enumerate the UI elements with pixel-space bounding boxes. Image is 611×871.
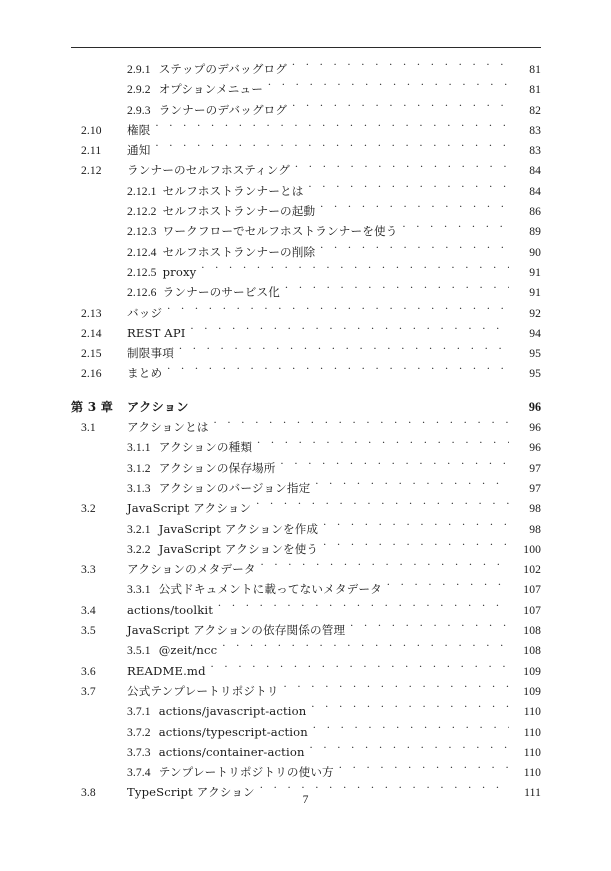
toc-entry-title: セルフホストランナーの削除 xyxy=(162,244,316,259)
toc-entry-title: proxy xyxy=(162,264,197,279)
toc-entry[interactable] xyxy=(71,221,541,241)
toc-entry-title: actions/typescript-action xyxy=(158,724,308,739)
toc-entry-page-number: 109 xyxy=(523,684,541,698)
toc-entry-title: テンプレートリポジトリの使い方 xyxy=(158,765,334,780)
toc-entry-title: actions/toolkit xyxy=(127,602,214,617)
toc-entry[interactable] xyxy=(71,579,541,599)
toc-entry-page-number: 91 xyxy=(529,286,541,300)
toc-entry-number: 3.7.2 xyxy=(127,725,151,739)
toc-entry-page-number: 83 xyxy=(529,144,541,158)
chapter-page-number: 96 xyxy=(528,399,541,414)
toc-entry[interactable] xyxy=(71,762,541,782)
toc-dot-leader xyxy=(387,582,509,594)
chapter-heading-row[interactable] xyxy=(71,397,541,417)
toc-entry[interactable] xyxy=(71,140,541,160)
toc-entry-number: 3.8 xyxy=(81,786,96,800)
toc-entry-page-number: 102 xyxy=(523,563,541,577)
toc-entry-title: バッジ xyxy=(127,305,163,320)
toc-entry-page-number: 81 xyxy=(529,63,541,76)
toc-entry-number: 3.7.3 xyxy=(127,745,151,759)
toc-entry-page-number: 108 xyxy=(523,644,541,658)
toc-entry-title: JavaScript アクションを使う xyxy=(158,541,319,556)
toc-entry[interactable] xyxy=(71,282,541,302)
toc-entry[interactable] xyxy=(71,539,541,559)
toc-dot-leader xyxy=(191,325,509,337)
toc-entry[interactable] xyxy=(71,59,541,79)
toc-entry[interactable] xyxy=(71,701,541,721)
toc-entry-page-number: 107 xyxy=(523,583,541,597)
toc-dot-leader xyxy=(256,501,509,513)
toc-dot-leader xyxy=(311,704,509,716)
toc-entry[interactable] xyxy=(71,640,541,660)
toc-entry-title: ランナーのセルフホスティング xyxy=(127,163,291,178)
toc-entry-title: README.md xyxy=(127,663,206,678)
toc-entry-page-number: 89 xyxy=(529,225,541,239)
toc-entry-number: 2.14 xyxy=(81,326,102,340)
toc-dot-leader xyxy=(339,765,509,777)
toc-dot-leader xyxy=(284,683,509,695)
toc-entry-title: アクションの種類 xyxy=(158,440,253,455)
toc-entry[interactable] xyxy=(71,343,541,363)
toc-entry-number: 2.12 xyxy=(81,164,102,178)
toc-entry-title: JavaScript アクション xyxy=(127,501,252,516)
toc-entry-title: 公式ドキュメントに載ってないメタデータ xyxy=(158,582,382,597)
toc-entry-title: TypeScript アクション xyxy=(127,785,255,800)
toc-entry[interactable] xyxy=(71,417,541,437)
toc-entry-title: 通知 xyxy=(127,143,151,158)
toc-entry-page-number: 111 xyxy=(524,786,541,800)
toc-entry-number: 2.9.3 xyxy=(127,103,151,117)
toc-entry-page-number: 110 xyxy=(523,745,541,759)
toc-entry-page-number: 83 xyxy=(529,123,541,137)
toc-dot-leader xyxy=(313,724,509,736)
toc-entry-title: 権限 xyxy=(127,122,151,137)
toc-entry-number: 3.1.2 xyxy=(127,461,151,475)
toc-entry-number: 2.9.1 xyxy=(127,63,151,76)
toc-entry-page-number: 84 xyxy=(529,164,541,178)
toc-entry-page-number: 96 xyxy=(529,421,541,435)
toc-entry-number: 3.2.2 xyxy=(127,542,151,556)
toc-dot-leader xyxy=(309,183,509,195)
toc-dot-leader xyxy=(268,82,509,94)
toc-dot-leader xyxy=(285,285,509,297)
toc-section-chapter2 xyxy=(71,59,541,384)
toc-entry-page-number: 97 xyxy=(529,461,541,475)
toc-entry[interactable] xyxy=(71,160,541,180)
header-rule xyxy=(71,47,541,48)
toc-entry[interactable] xyxy=(71,262,541,282)
toc-entry[interactable] xyxy=(71,201,541,221)
toc-entry-title: アクションの保存場所 xyxy=(158,460,276,475)
toc-dot-leader xyxy=(201,264,509,276)
toc-entry-title: 公式テンプレートリポジトリ xyxy=(127,683,279,698)
toc-entry[interactable] xyxy=(71,742,541,762)
toc-dot-leader xyxy=(214,419,509,431)
toc-entry-page-number: 97 xyxy=(529,481,541,495)
toc-entry[interactable] xyxy=(71,437,541,457)
toc-entry-page-number: 107 xyxy=(523,603,541,617)
toc-dot-leader xyxy=(323,521,509,533)
toc-dot-leader xyxy=(167,305,509,317)
toc-section-chapter3 xyxy=(71,417,541,803)
toc-entry[interactable] xyxy=(71,498,541,518)
toc-entry-number: 2.12.1 xyxy=(127,184,157,198)
toc-entry-number: 3.2 xyxy=(81,502,96,516)
toc-entry-number: 2.12.5 xyxy=(127,265,157,279)
toc-dot-leader xyxy=(320,203,509,215)
toc-entry-title: JavaScript アクションを作成 xyxy=(158,521,319,536)
toc-entry[interactable] xyxy=(71,478,541,498)
toc-entry-number: 3.6 xyxy=(81,664,96,678)
toc-entry-number: 3.3 xyxy=(81,563,96,577)
toc-entry-title: ランナーのデバッグログ xyxy=(158,102,288,117)
toc-dot-leader xyxy=(211,663,509,675)
toc-entry[interactable] xyxy=(71,620,541,640)
toc-dot-leader xyxy=(292,102,509,114)
toc-dot-leader xyxy=(167,366,509,378)
toc-entry-number: 2.12.6 xyxy=(127,286,157,300)
toc-dot-leader xyxy=(261,562,509,574)
toc-entry[interactable] xyxy=(71,303,541,323)
toc-entry-page-number: 98 xyxy=(529,522,541,536)
toc-entry-title: まとめ xyxy=(127,366,163,381)
chapter-spacer xyxy=(71,384,541,397)
toc-entry-number: 3.1 xyxy=(81,421,96,435)
toc-entry-number: 2.12.2 xyxy=(127,205,157,219)
toc-entry-number: 3.1.1 xyxy=(127,441,151,455)
toc-entry-page-number: 92 xyxy=(529,306,541,320)
toc-dot-leader xyxy=(310,744,509,756)
toc-dot-leader xyxy=(281,460,509,472)
toc-list xyxy=(71,59,541,803)
toc-entry-title: セルフホストランナーとは xyxy=(162,183,304,198)
toc-entry[interactable] xyxy=(71,363,541,383)
toc-dot-leader xyxy=(222,643,509,655)
toc-dot-leader xyxy=(295,163,509,175)
toc-entry[interactable] xyxy=(71,242,541,262)
toc-entry[interactable] xyxy=(71,519,541,539)
toc-entry-page-number: 96 xyxy=(529,441,541,455)
folio-page-number: 7 xyxy=(302,793,309,806)
toc-entry-page-number: 90 xyxy=(529,245,541,259)
toc-dot-leader xyxy=(156,143,510,155)
toc-entry-number: 2.10 xyxy=(81,123,102,137)
toc-entry-number: 3.3.1 xyxy=(127,583,151,597)
toc-entry-number: 2.13 xyxy=(81,306,102,320)
toc-entry[interactable] xyxy=(71,681,541,701)
toc-dot-leader xyxy=(292,61,509,73)
toc-entry-number: 2.12.4 xyxy=(127,245,157,259)
toc-entry-number: 3.7.4 xyxy=(127,766,151,780)
toc-entry-title: @zeit/ncc xyxy=(158,643,218,658)
toc-entry-page-number: 82 xyxy=(529,103,541,117)
toc-entry-page-number: 100 xyxy=(523,542,541,556)
toc-dot-leader xyxy=(218,602,509,614)
toc-entry[interactable] xyxy=(71,100,541,120)
chapter-title: アクション xyxy=(127,399,189,414)
toc-entry-page-number: 86 xyxy=(529,205,541,219)
toc-entry-number: 3.1.3 xyxy=(127,481,151,495)
toc-entry-page-number: 95 xyxy=(529,367,541,381)
toc-entry-number: 3.7 xyxy=(81,684,96,698)
toc-entry[interactable] xyxy=(71,661,541,681)
toc-entry-title: actions/javascript-action xyxy=(158,704,307,719)
toc-entry-page-number: 110 xyxy=(523,705,541,719)
toc-dot-leader xyxy=(323,541,509,553)
toc-entry[interactable] xyxy=(71,600,541,620)
toc-entry-page-number: 110 xyxy=(523,725,541,739)
toc-entry[interactable] xyxy=(71,559,541,579)
toc-entry-page-number: 91 xyxy=(529,265,541,279)
toc-dot-leader xyxy=(350,622,509,634)
toc-entry-title: ステップのデバッグログ xyxy=(158,62,287,76)
toc-entry-page-number: 108 xyxy=(523,624,541,638)
toc-dot-leader xyxy=(179,346,509,358)
toc-entry-number: 2.15 xyxy=(81,347,102,361)
toc-dot-leader xyxy=(402,224,509,236)
toc-entry-title: アクションとは xyxy=(127,420,209,435)
toc-dot-leader xyxy=(315,480,509,492)
toc-dot-leader xyxy=(156,122,510,134)
toc-entry[interactable] xyxy=(71,722,541,742)
toc-entry-title: JavaScript アクションの依存関係の管理 xyxy=(127,623,346,638)
toc-entry-number: 3.5 xyxy=(81,624,96,638)
toc-entry-page-number: 109 xyxy=(523,664,541,678)
toc-entry-number: 2.9.2 xyxy=(127,83,151,97)
toc-entry-title: ワークフローでセルフホストランナーを使う xyxy=(162,224,398,239)
toc-entry-number: 3.2.1 xyxy=(127,522,151,536)
toc-entry-page-number: 95 xyxy=(529,347,541,361)
toc-entry[interactable] xyxy=(71,458,541,478)
toc-entry-number: 3.5.1 xyxy=(127,644,151,658)
toc-entry-number: 2.16 xyxy=(81,367,102,381)
chapter-number: 第 3 章 xyxy=(71,399,114,414)
toc-entry-page-number: 98 xyxy=(529,502,541,516)
toc-entry-title: セルフホストランナーの起動 xyxy=(162,204,316,219)
toc-entry[interactable] xyxy=(71,79,541,99)
toc-entry-number: 2.12.3 xyxy=(127,225,157,239)
toc-dot-leader xyxy=(320,244,509,256)
toc-entry-number: 3.7.1 xyxy=(127,705,151,719)
toc-entry-title: 制限事項 xyxy=(127,346,174,361)
toc-entry-number: 2.11 xyxy=(81,144,102,158)
toc-entry-title: REST API xyxy=(127,325,186,340)
toc-entry-page-number: 94 xyxy=(529,326,541,340)
toc-entry-title: アクションのバージョン指定 xyxy=(158,480,311,495)
toc-entry[interactable] xyxy=(71,323,541,343)
toc-entry-page-number: 84 xyxy=(529,184,541,198)
toc-entry[interactable] xyxy=(71,120,541,140)
toc-entry[interactable] xyxy=(71,181,541,201)
toc-entry-page-number: 81 xyxy=(529,83,541,97)
toc-dot-leader xyxy=(257,440,509,452)
toc-entry-title: オプションメニュー xyxy=(158,82,263,97)
toc-entry-title: actions/container-action xyxy=(158,744,305,759)
toc-entry-page-number: 110 xyxy=(523,766,541,780)
toc-entry-title: ランナーのサービス化 xyxy=(162,285,281,300)
toc-entry-title: アクションのメタデータ xyxy=(127,562,256,577)
toc-entry-number: 3.4 xyxy=(81,603,96,617)
